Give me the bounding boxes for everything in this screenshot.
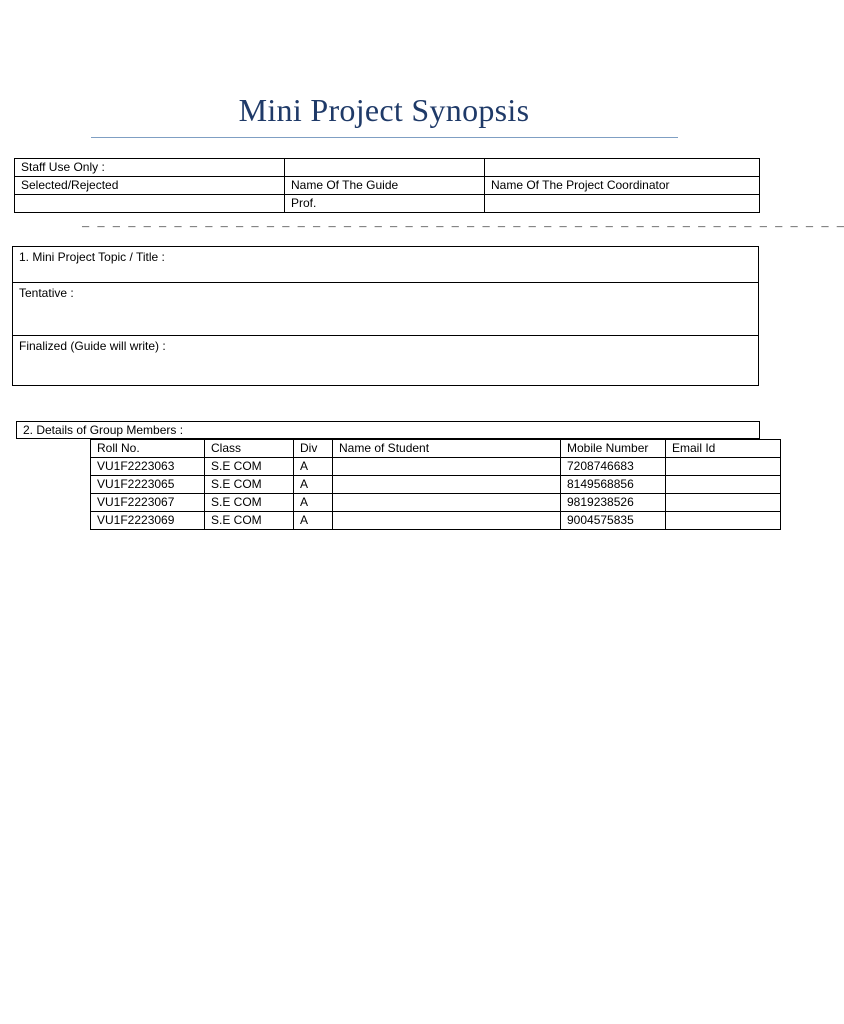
class-cell: S.E COM [205, 512, 294, 530]
staff-cell [485, 195, 760, 213]
mobile-number-cell: 9004575835 [561, 512, 666, 530]
finalized-label: Finalized (Guide will write) : [19, 339, 166, 353]
column-header: Email Id [666, 440, 781, 458]
column-header: Div [294, 440, 333, 458]
student-name-cell [333, 458, 561, 476]
roll-no-cell: VU1F2223069 [91, 512, 205, 530]
staff-cell [485, 159, 760, 177]
staff-cell: Staff Use Only : [15, 159, 285, 177]
tentative-row [13, 282, 758, 335]
guide-name-label: Name Of The Guide [285, 177, 485, 195]
email-cell [666, 494, 781, 512]
mobile-number-cell: 7208746683 [561, 458, 666, 476]
roll-no-cell: VU1F2223063 [91, 458, 205, 476]
roll-no-cell: VU1F2223065 [91, 476, 205, 494]
tentative-label: Tentative : [19, 286, 74, 300]
table-row [91, 494, 781, 512]
staff-row [15, 195, 760, 213]
group-members-header: 2. Details of Group Members : [16, 421, 760, 439]
column-header: Mobile Number [561, 440, 666, 458]
div-cell: A [294, 458, 333, 476]
mobile-number-cell: 9819238526 [561, 494, 666, 512]
student-name-cell [333, 476, 561, 494]
staff-use-table [14, 158, 760, 213]
student-name-cell [333, 512, 561, 530]
staff-cell [15, 195, 285, 213]
div-cell: A [294, 476, 333, 494]
class-cell: S.E COM [205, 476, 294, 494]
project-topic-box [12, 246, 759, 386]
student-name-cell [333, 494, 561, 512]
selected-rejected-label: Selected/Rejected [15, 177, 285, 195]
group-members-table [90, 439, 781, 530]
coordinator-name-label: Name Of The Project Coordinator [485, 177, 760, 195]
email-cell [666, 458, 781, 476]
guide-prof-cell: Prof. [285, 195, 485, 213]
column-header: Name of Student [333, 440, 561, 458]
dashed-separator: _ _ _ _ _ _ _ _ _ _ _ _ _ _ _ _ _ _ _ _ _ _ _ _ _ _ _ _ _ _ _ _ _ _ _ _ _ _ _ _ _ _ _ _ _ _ _ _ _ _ [82, 216, 844, 230]
page-title: Mini Project Synopsis [238, 92, 530, 128]
email-cell [666, 512, 781, 530]
topic-title-row [13, 247, 758, 282]
email-cell [666, 476, 781, 494]
finalized-row [13, 335, 758, 387]
mobile-number-cell: 8149568856 [561, 476, 666, 494]
staff-cell [285, 159, 485, 177]
class-cell: S.E COM [205, 458, 294, 476]
members-header-row [91, 440, 781, 458]
table-row [91, 512, 781, 530]
title-underline [91, 137, 678, 138]
column-header: Roll No. [91, 440, 205, 458]
table-row [91, 458, 781, 476]
staff-row [15, 159, 760, 177]
column-header: Class [205, 440, 294, 458]
class-cell: S.E COM [205, 494, 294, 512]
div-cell: A [294, 494, 333, 512]
table-row [91, 476, 781, 494]
div-cell: A [294, 512, 333, 530]
roll-no-cell: VU1F2223067 [91, 494, 205, 512]
topic-title-label: 1. Mini Project Topic / Title : [19, 250, 165, 264]
staff-row [15, 177, 760, 195]
